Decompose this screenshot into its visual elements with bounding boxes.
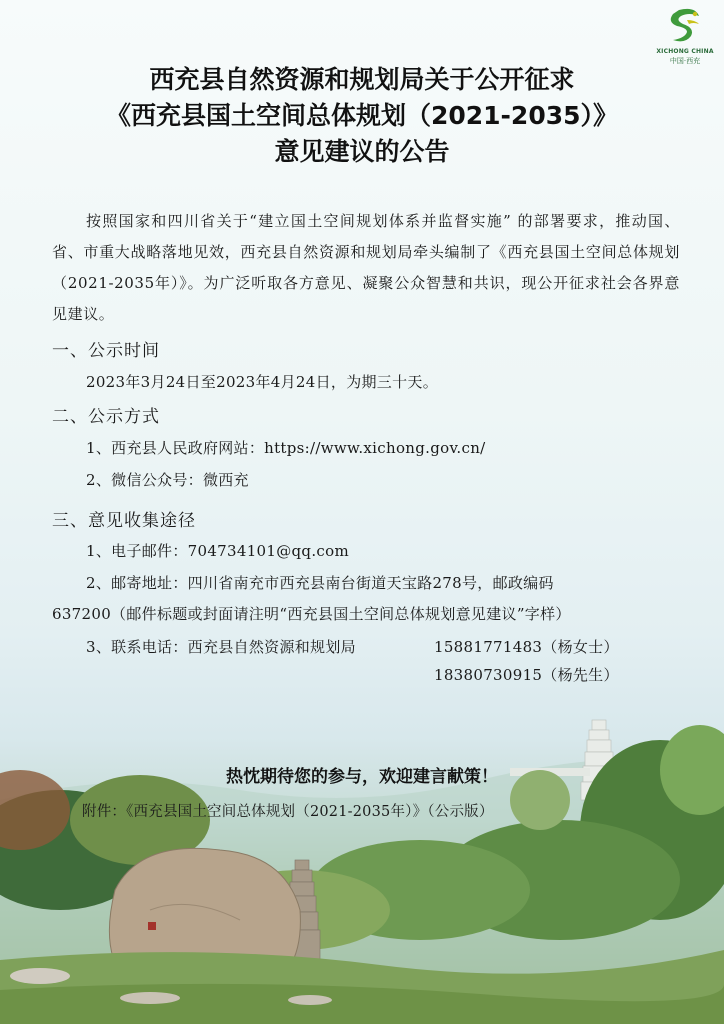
- notice-method-website: 1、西充县人民政府网站：https://www.xichong.gov.cn/: [86, 439, 486, 457]
- title-line-3: 意见建议的公告: [274, 137, 450, 166]
- logo-brand-en: XICHONG CHINA: [656, 48, 714, 55]
- feedback-phone-1: 15881771483（杨女士）: [434, 638, 619, 656]
- heading-notice-period: 一、公示时间: [52, 341, 160, 361]
- xichong-logo-icon: [665, 6, 705, 44]
- logo-brand-cn: 中国·西充: [669, 57, 701, 65]
- heading-notice-method: 二、公示方式: [52, 407, 160, 427]
- feedback-email: 1、电子邮件：704734101@qq.com: [86, 542, 349, 560]
- intro-paragraph: 按照国家和四川省关于“建立国土空间规划体系并监督实施” 的部署要求，推动国、省、市重大战略落地见效，西充县自然资源和规划局牵头编制了《西充县国土空间总体规划（2021-2035年）》。为广泛听取各方意见、凝聚公众智慧和共识，现公开征求社会各界意见建议。: [52, 212, 680, 323]
- heading-feedback-channels: 三、意见收集途径: [52, 511, 196, 531]
- notice-period-text: 2023年3月24日至2023年4月24日，为期三十天。: [86, 373, 439, 391]
- title-line-1: 西充县自然资源和规划局关于公开征求: [149, 65, 575, 94]
- feedback-mail-address-line1: 2、邮寄地址：四川省南充市西充县南台街道天宝路278号，邮政编码: [86, 574, 554, 592]
- feedback-phone-2: 18380730915（杨先生）: [434, 666, 619, 684]
- xichong-logo: [654, 6, 716, 68]
- title-line-2: 《西充县国土空间总体规划（2021-2035）》: [105, 101, 619, 130]
- page-title: [0, 62, 724, 170]
- call-to-action: 热忱期待您的参与，欢迎建言献策！: [226, 767, 498, 787]
- feedback-phone-label: 3、联系电话：西充县自然资源和规划局: [86, 638, 356, 656]
- attachment-note: 附件：《西充县国土空间总体规划（2021-2035年）》（公示版）: [82, 804, 494, 820]
- feedback-mail-address-line2: 637200（邮件标题或封面请注明“西充县国土空间总体规划意见建议”字样）: [52, 605, 571, 623]
- landscape-illustration: [0, 680, 724, 1024]
- notice-method-wechat: 2、微信公众号：微西充: [86, 471, 249, 489]
